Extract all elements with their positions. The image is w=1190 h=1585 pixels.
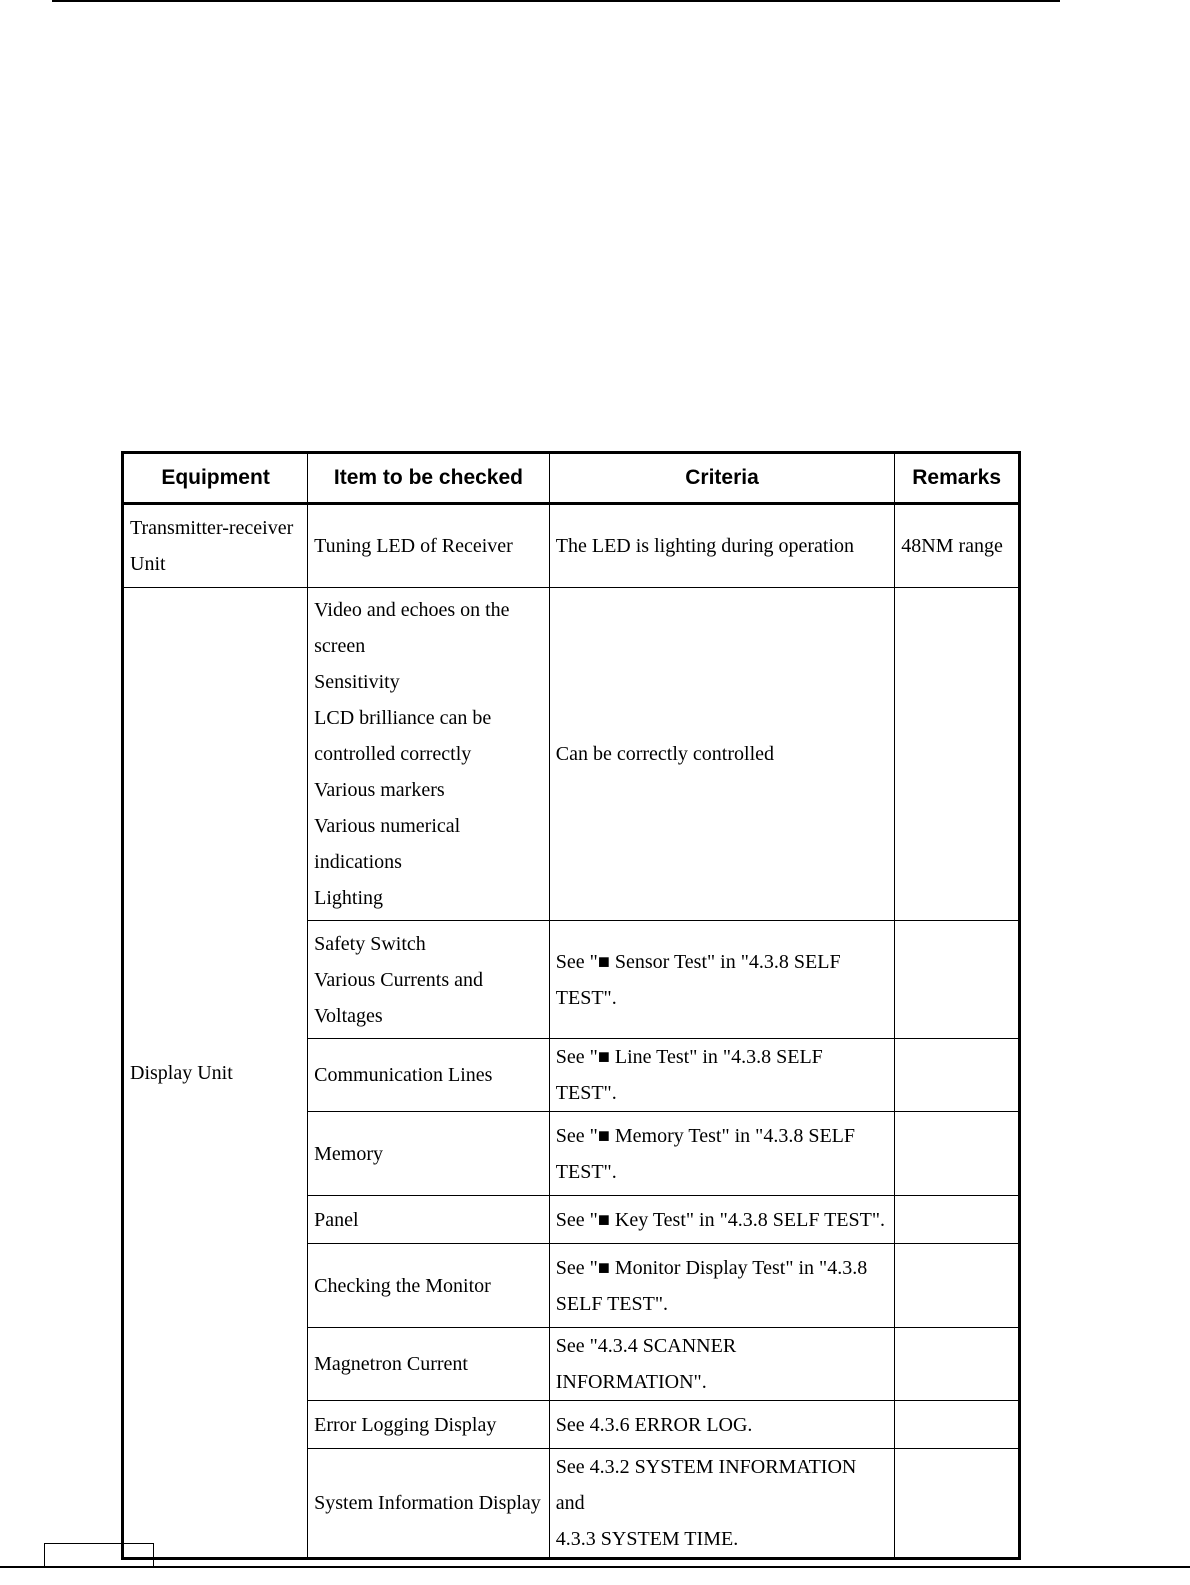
item-cell: [308, 1244, 550, 1328]
criteria-cell: [549, 1039, 895, 1112]
item-line: System Information Display: [314, 1492, 541, 1514]
criteria-cell: [549, 1401, 895, 1449]
criteria-line: See "4.3.4 SCANNER INFORMATION".: [555, 1335, 737, 1393]
table-row: [123, 504, 1020, 588]
remarks-cell: [895, 1244, 1020, 1328]
footer-rule: [0, 1566, 1190, 1568]
criteria-cell: [549, 1328, 895, 1401]
criteria-line: See 4.3.2 SYSTEM INFORMATION and: [555, 1456, 857, 1514]
item-line: Voltages: [314, 1004, 383, 1027]
criteria-line: See "■ Sensor Test" in "4.3.8 SELF: [555, 950, 841, 973]
header-equipment: Equipment: [123, 453, 308, 504]
header-rule: [52, 0, 1060, 2]
equipment-line: Unit: [130, 553, 166, 575]
item-line: Error Logging Display: [314, 1413, 497, 1436]
criteria-line: SELF TEST".: [555, 1292, 669, 1315]
item-line: Checking the Monitor: [314, 1274, 491, 1297]
item-cell: [308, 504, 550, 588]
remarks-cell: [895, 921, 1020, 1039]
criteria-line: 4.3.3 SYSTEM TIME.: [555, 1528, 739, 1550]
item-line: Memory: [314, 1142, 384, 1165]
item-line: Tuning LED of Receiver: [314, 535, 513, 557]
remarks-cell: 48NM range: [895, 504, 1020, 588]
remarks-cell: [895, 588, 1020, 921]
criteria-cell: [549, 1244, 895, 1328]
item-cell: [308, 588, 550, 921]
item-cell: [308, 1449, 550, 1559]
item-cell: [308, 1328, 550, 1401]
table-row: [123, 588, 1020, 921]
equipment-line: Transmitter-receiver: [130, 517, 294, 539]
criteria-cell: [549, 588, 895, 921]
criteria-line: See "■ Line Test" in "4.3.8 SELF TEST".: [555, 1046, 823, 1104]
item-line: Communication Lines: [314, 1064, 493, 1086]
header-remarks: Remarks: [895, 453, 1020, 504]
item-line: screen: [314, 635, 366, 657]
table-header-row: [123, 453, 1020, 504]
page-number-tab: [44, 1543, 154, 1568]
criteria-cell: [549, 921, 895, 1039]
equipment-cell: [123, 504, 308, 588]
criteria-line: See 4.3.6 ERROR LOG.: [555, 1413, 753, 1436]
header-item-to-be-checked: Item to be checked: [308, 453, 550, 504]
item-line: Video and echoes on the: [314, 599, 510, 621]
remarks-cell: [895, 1401, 1020, 1449]
item-cell: [308, 1039, 550, 1112]
item-line: indications: [314, 851, 402, 873]
item-cell: [308, 1401, 550, 1449]
criteria-cell: [549, 504, 895, 588]
criteria-line: Can be correctly controlled: [555, 743, 775, 765]
criteria-line: See "■ Monitor Display Test" in "4.3.8: [555, 1256, 868, 1279]
criteria-cell: [549, 1112, 895, 1196]
item-line: LCD brilliance can be: [314, 707, 492, 729]
criteria-line: TEST".: [555, 986, 617, 1009]
criteria-line: See "■ Memory Test" in "4.3.8 SELF: [555, 1124, 856, 1147]
criteria-cell: [549, 1449, 895, 1559]
item-line: Various numerical: [314, 815, 461, 837]
criteria-cell: [549, 1196, 895, 1244]
item-line: Magnetron Current: [314, 1353, 468, 1375]
remarks-cell: [895, 1328, 1020, 1401]
item-line: Panel: [314, 1208, 359, 1231]
item-line: controlled correctly: [314, 743, 472, 765]
header-criteria: Criteria: [549, 453, 895, 504]
criteria-line: See "■ Key Test" in "4.3.8 SELF TEST".: [555, 1208, 886, 1231]
criteria-line: TEST".: [555, 1160, 617, 1183]
inspection-checklist-table: [121, 451, 1021, 1560]
item-cell: [308, 1112, 550, 1196]
remarks-cell: [895, 1196, 1020, 1244]
remarks-cell: [895, 1112, 1020, 1196]
item-line: Sensitivity: [314, 671, 400, 693]
item-line: Safety Switch: [314, 932, 426, 955]
criteria-line: The LED is lighting during operation: [555, 535, 855, 557]
remarks-cell: [895, 1039, 1020, 1112]
item-line: Various markers: [314, 779, 445, 801]
remarks-cell: [895, 1449, 1020, 1559]
item-line: Lighting: [314, 887, 384, 909]
item-cell: [308, 921, 550, 1039]
item-cell: [308, 1196, 550, 1244]
equipment-cell: [123, 588, 308, 1559]
item-line: Various Currents and: [314, 968, 483, 991]
equipment-line: Display Unit: [130, 1061, 233, 1084]
